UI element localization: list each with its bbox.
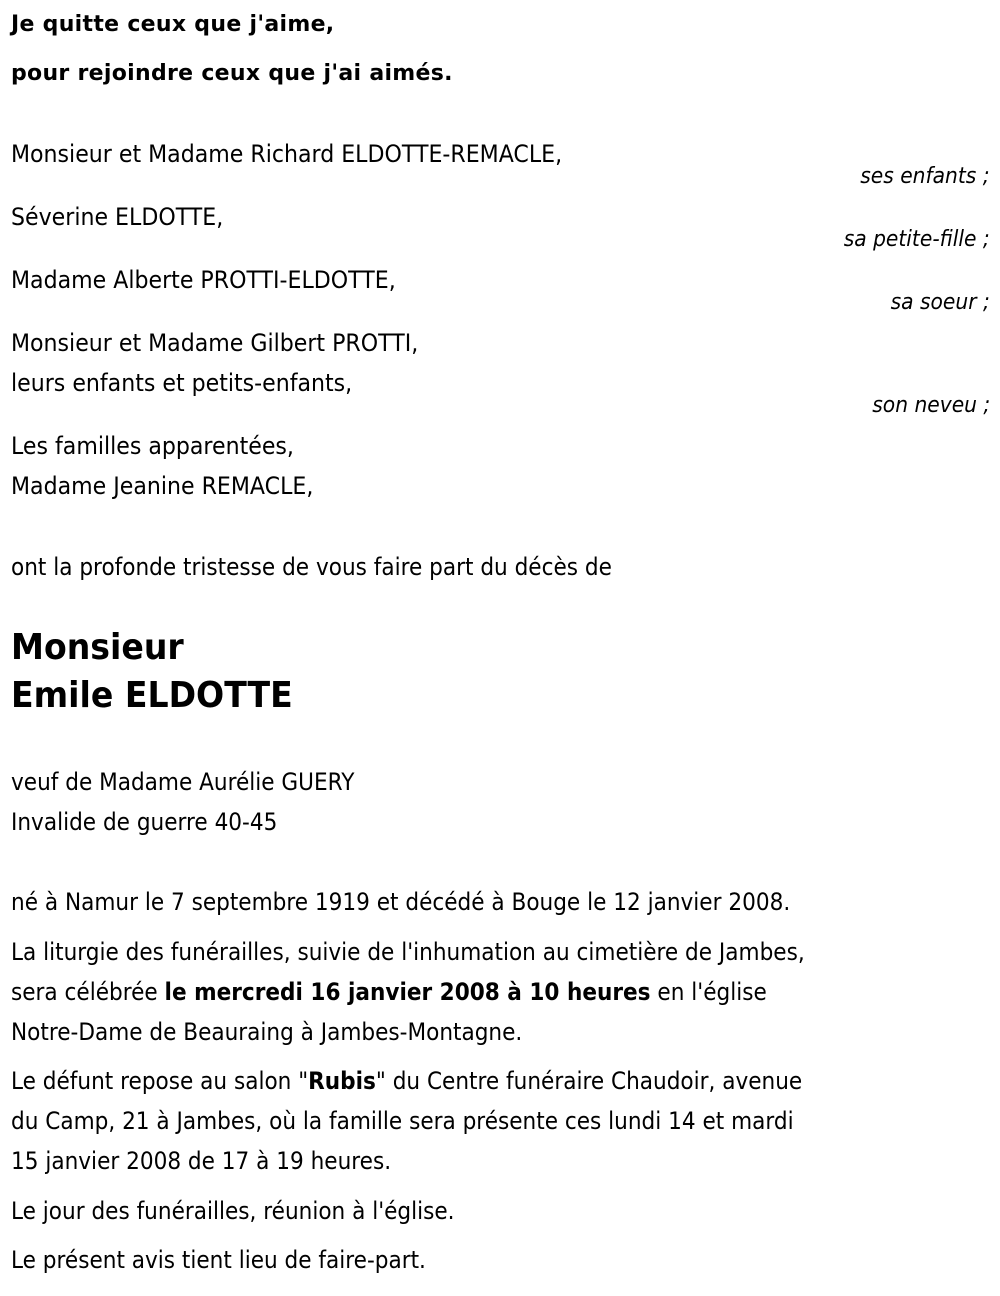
family-member: Les familles apparentées, bbox=[11, 432, 294, 460]
rest-line-1 bbox=[11, 1067, 802, 1095]
birth-death-text: né à Namur le 7 septembre 1919 et décédé à Bouge le 12 janvier 2008. bbox=[11, 888, 791, 916]
widower-text: veuf de Madame Aurélie GUERY bbox=[11, 768, 355, 796]
rest-suffix: " du Centre funéraire Chaudoir, avenue bbox=[375, 1067, 803, 1095]
rest-line-2: du Camp, 21 à Jambes, où la famille sera présente ces lundi 14 et mardi bbox=[11, 1107, 794, 1135]
family-member-continued: Madame Jeanine REMACLE, bbox=[11, 472, 314, 500]
salon-name: Rubis bbox=[308, 1067, 376, 1095]
family-relation: ses enfants ; bbox=[860, 164, 990, 189]
family-relation: sa soeur ; bbox=[890, 290, 990, 315]
family-member: Madame Alberte PROTTI-ELDOTTE, bbox=[11, 266, 396, 294]
family-member: Monsieur et Madame Gilbert PROTTI, bbox=[11, 329, 419, 357]
deceased-title: Monsieur bbox=[11, 627, 184, 668]
family-relation: sa petite-fille ; bbox=[844, 227, 990, 252]
poem-line-1: Je quitte ceux que j'aime, bbox=[11, 12, 335, 37]
family-member: Monsieur et Madame Richard ELDOTTE-REMACLE, bbox=[11, 140, 563, 168]
family-relation: son neveu ; bbox=[872, 393, 990, 418]
liturgy-line-3: Notre-Dame de Beauraing à Jambes-Montagne. bbox=[11, 1018, 523, 1046]
liturgy-suffix: en l'église bbox=[650, 978, 767, 1006]
announcement-text: ont la profonde tristesse de vous faire part du décès de bbox=[11, 553, 612, 581]
status-text: Invalide de guerre 40-45 bbox=[11, 808, 278, 836]
meeting-text: Le jour des funérailles, réunion à l'église. bbox=[11, 1197, 455, 1225]
family-member: Séverine ELDOTTE, bbox=[11, 203, 224, 231]
deceased-name: Emile ELDOTTE bbox=[11, 675, 293, 716]
liturgy-prefix: sera célébrée bbox=[11, 978, 165, 1006]
rest-prefix: Le défunt repose au salon " bbox=[11, 1067, 309, 1095]
liturgy-line-2 bbox=[11, 978, 767, 1006]
notice-text: Le présent avis tient lieu de faire-part. bbox=[11, 1246, 426, 1274]
poem-line-2: pour rejoindre ceux que j'ai aimés. bbox=[11, 61, 453, 86]
liturgy-line-1: La liturgie des funérailles, suivie de l'inhumation au cimetière de Jambes, bbox=[11, 938, 805, 966]
ceremony-datetime: le mercredi 16 janvier 2008 à 10 heures bbox=[164, 978, 651, 1006]
family-member-continued: leurs enfants et petits-enfants, bbox=[11, 369, 353, 397]
rest-line-3: 15 janvier 2008 de 17 à 19 heures. bbox=[11, 1147, 392, 1175]
